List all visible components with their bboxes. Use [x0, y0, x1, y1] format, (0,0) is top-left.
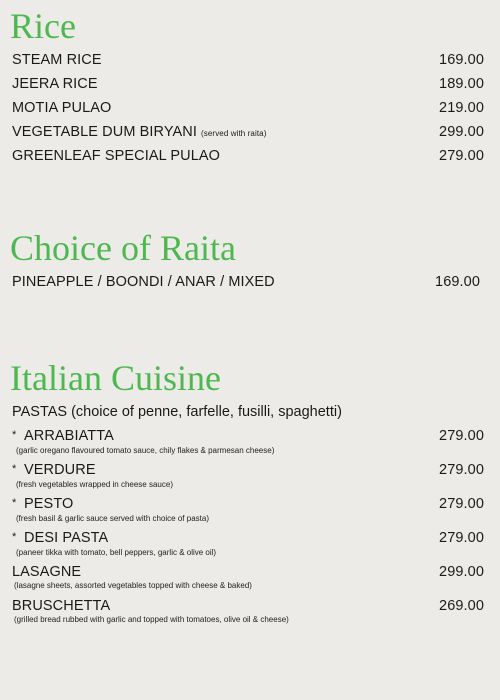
item-price: 279.00: [439, 428, 484, 444]
item-name: GREENLEAF SPECIAL PULAO: [12, 148, 221, 164]
item-description: (grilled bread rubbed with garlic and topped with tomatoes, olive oil & cheese): [14, 615, 289, 624]
item-price: 219.00: [439, 100, 484, 116]
star-marker: *: [12, 463, 17, 475]
menu-item: [12, 564, 484, 580]
menu-item: [12, 462, 484, 478]
item-name: MOTIA PULAO: [12, 100, 112, 116]
item-price: 169.00: [439, 52, 484, 68]
menu-item: [12, 274, 480, 290]
item-name: LASAGNE: [12, 564, 82, 580]
item-description: (fresh vegetables wrapped in cheese sauce): [16, 480, 173, 489]
star-marker: *: [12, 497, 17, 509]
menu-item: [12, 100, 484, 116]
item-name: STEAM RICE: [12, 52, 102, 68]
menu-item: [12, 148, 484, 164]
item-name: DESI PASTA: [24, 530, 109, 546]
item-price: 279.00: [439, 496, 484, 512]
menu-item: [12, 124, 484, 140]
item-note: (served with raita): [201, 129, 267, 138]
item-price: 299.00: [439, 124, 484, 140]
menu-item: [12, 598, 484, 614]
item-description: (garlic oregano flavoured tomato sauce, chily flakes & parmesan cheese): [16, 446, 275, 455]
italian-heading: Italian Cuisine: [10, 358, 221, 398]
item-name: VERDURE: [24, 462, 96, 478]
item-name: PESTO: [24, 496, 74, 512]
rice-heading: Rice: [10, 6, 76, 46]
menu-item: [12, 530, 484, 546]
item-name: JEERA RICE: [12, 76, 98, 92]
item-name: BRUSCHETTA: [12, 598, 111, 614]
star-marker: *: [12, 429, 17, 441]
item-price: 279.00: [439, 148, 484, 164]
item-description: (paneer tikka with tomato, bell peppers, garlic & olive oil): [16, 548, 217, 557]
item-price: 279.00: [439, 530, 484, 546]
item-price: 299.00: [439, 564, 484, 580]
menu-item: [12, 428, 484, 444]
item-price: 169.00: [435, 274, 480, 290]
item-price: 269.00: [439, 598, 484, 614]
raita-heading: Choice of Raita: [10, 228, 236, 268]
item-name: PINEAPPLE / BOONDI / ANAR / MIXED: [12, 274, 275, 290]
item-description: (lasagne sheets, assorted vegetables topped with cheese & baked): [14, 581, 252, 590]
menu-item: [12, 52, 484, 68]
item-name: VEGETABLE DUM BIRYANI: [12, 124, 198, 140]
menu-item: [12, 496, 484, 512]
item-description: (fresh basil & garlic sauce served with choice of pasta): [16, 514, 209, 523]
star-marker: *: [12, 531, 17, 543]
item-price: 189.00: [439, 76, 484, 92]
item-name: ARRABIATTA: [24, 428, 114, 444]
menu-item: [12, 76, 484, 92]
pastas-header: PASTAS (choice of penne, farfelle, fusilli, spaghetti): [12, 404, 342, 420]
item-price: 279.00: [439, 462, 484, 478]
